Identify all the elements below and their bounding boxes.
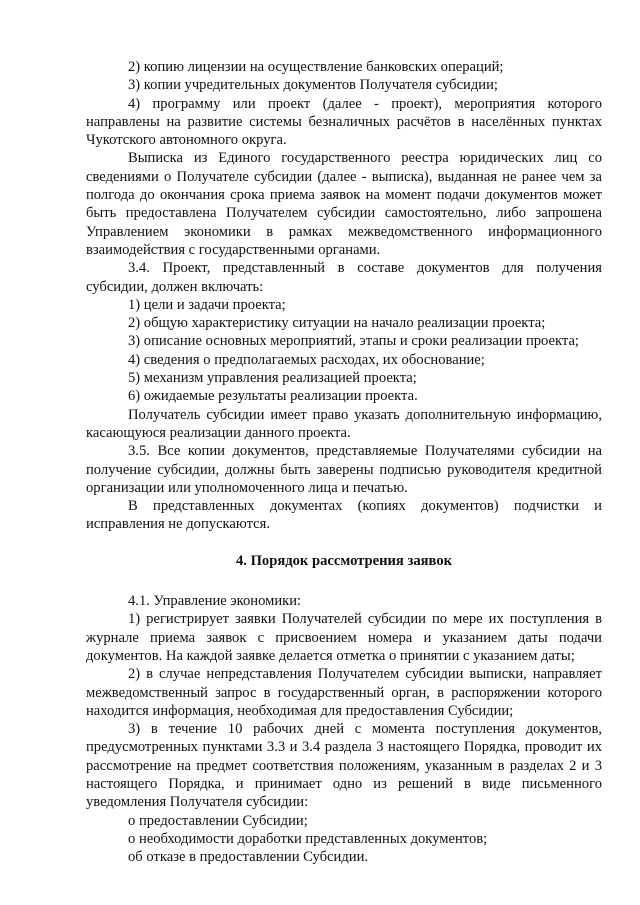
list-item: 5) механизм управления реализацией проекта; — [128, 370, 417, 387]
paragraph-4-1: 4.1. Управление экономики: — [128, 593, 302, 610]
paragraph-register-applications: 1) регистрирует заявки Получателей субсидии по мере их поступления в журнале приема заявок с присвоением номера и указанием даты подачи документов. На каждой заявке делается отметка о принятии с указанием даты; — [86, 611, 602, 664]
list-item: 3) описание основных мероприятий, этапы и сроки реализации проекта; — [128, 333, 579, 350]
paragraph-3-4: 3.4. Проект, представленный в составе документов для получения субсидии, должен включать: — [86, 260, 602, 295]
paragraph-constituent-docs: 3) копии учредительных документов Получателя субсидии; — [128, 77, 498, 94]
paragraph-license-copy: 2) копию лицензии на осуществление банковских операций; — [128, 59, 504, 75]
paragraph-interagency-request: 2) в случае непредставления Получателем субсидии выписки, направляет межведомственный запрос в государственный орган, в распоряжении которого находится информация, необходимая для предоставления Субсидии; — [86, 666, 602, 719]
section-heading: 4. Порядок рассмотрения заявок — [235, 552, 453, 569]
paragraph-3-5: 3.5. Все копии документов, представляемые Получателями субсидии на получение субсидии, должны быть заверены подписью руководителя кредитной организации или уполномоченного лица и печатью. — [86, 443, 602, 496]
document-page — [86, 58, 602, 866]
list-item: 2) общую характеристику ситуации на начало реализации проекта; — [128, 315, 546, 332]
paragraph-review: 3) в течение 10 рабочих дней с момента поступления документов, предусмотренных пунктами 3.3 и 3.4 раздела 3 настоящего Порядка, проводит их рассмотрение на предмет соответствия положениям, указанным в разделах 2 и 3 настоящего Порядка, и принимает одно из решений в виде письменного уведомления Получателя субсидии: — [86, 721, 602, 811]
list-item: о необходимости доработки представленных документов; — [128, 830, 488, 847]
paragraph-program: 4) программу или проект (далее - проект), мероприятия которого направлены на развитие системы безналичных расчётов в населённых пунктах Чукотского автономного округа. — [86, 95, 602, 149]
list-item: 4) сведения о предполагаемых расходах, их обоснование; — [128, 351, 485, 368]
paragraph-registry-extract: Выписка из Единого государственного реестра юридических лиц со сведениями о Получателе субсидии (далее - выписка), выданная не ранее чем за полгода до окончания срока приема заявок на момент подачи документов может быть предоставлена Получателем субсидии самостоятельно, либо запрошена Управлением экономики в рамках межведомственного информационного взаимодействия с государственными органами. — [86, 150, 602, 258]
list-item: 6) ожидаемые результаты реализации проекта. — [128, 388, 418, 405]
paragraph-no-erasures: В представленных документах (копиях документов) подчистки и исправления не допускаются. — [86, 498, 602, 533]
list-item: о предоставлении Субсидии; — [128, 812, 308, 829]
list-item: об отказе в предоставлении Субсидии. — [128, 849, 369, 866]
list-item: 1) цели и задачи проекта; — [128, 296, 286, 313]
spacer — [86, 534, 602, 552]
paragraph-recipient-right: Получатель субсидии имеет право указать дополнительную информацию, касающуюся реализации данного проекта. — [86, 406, 602, 441]
spacer — [86, 570, 602, 592]
